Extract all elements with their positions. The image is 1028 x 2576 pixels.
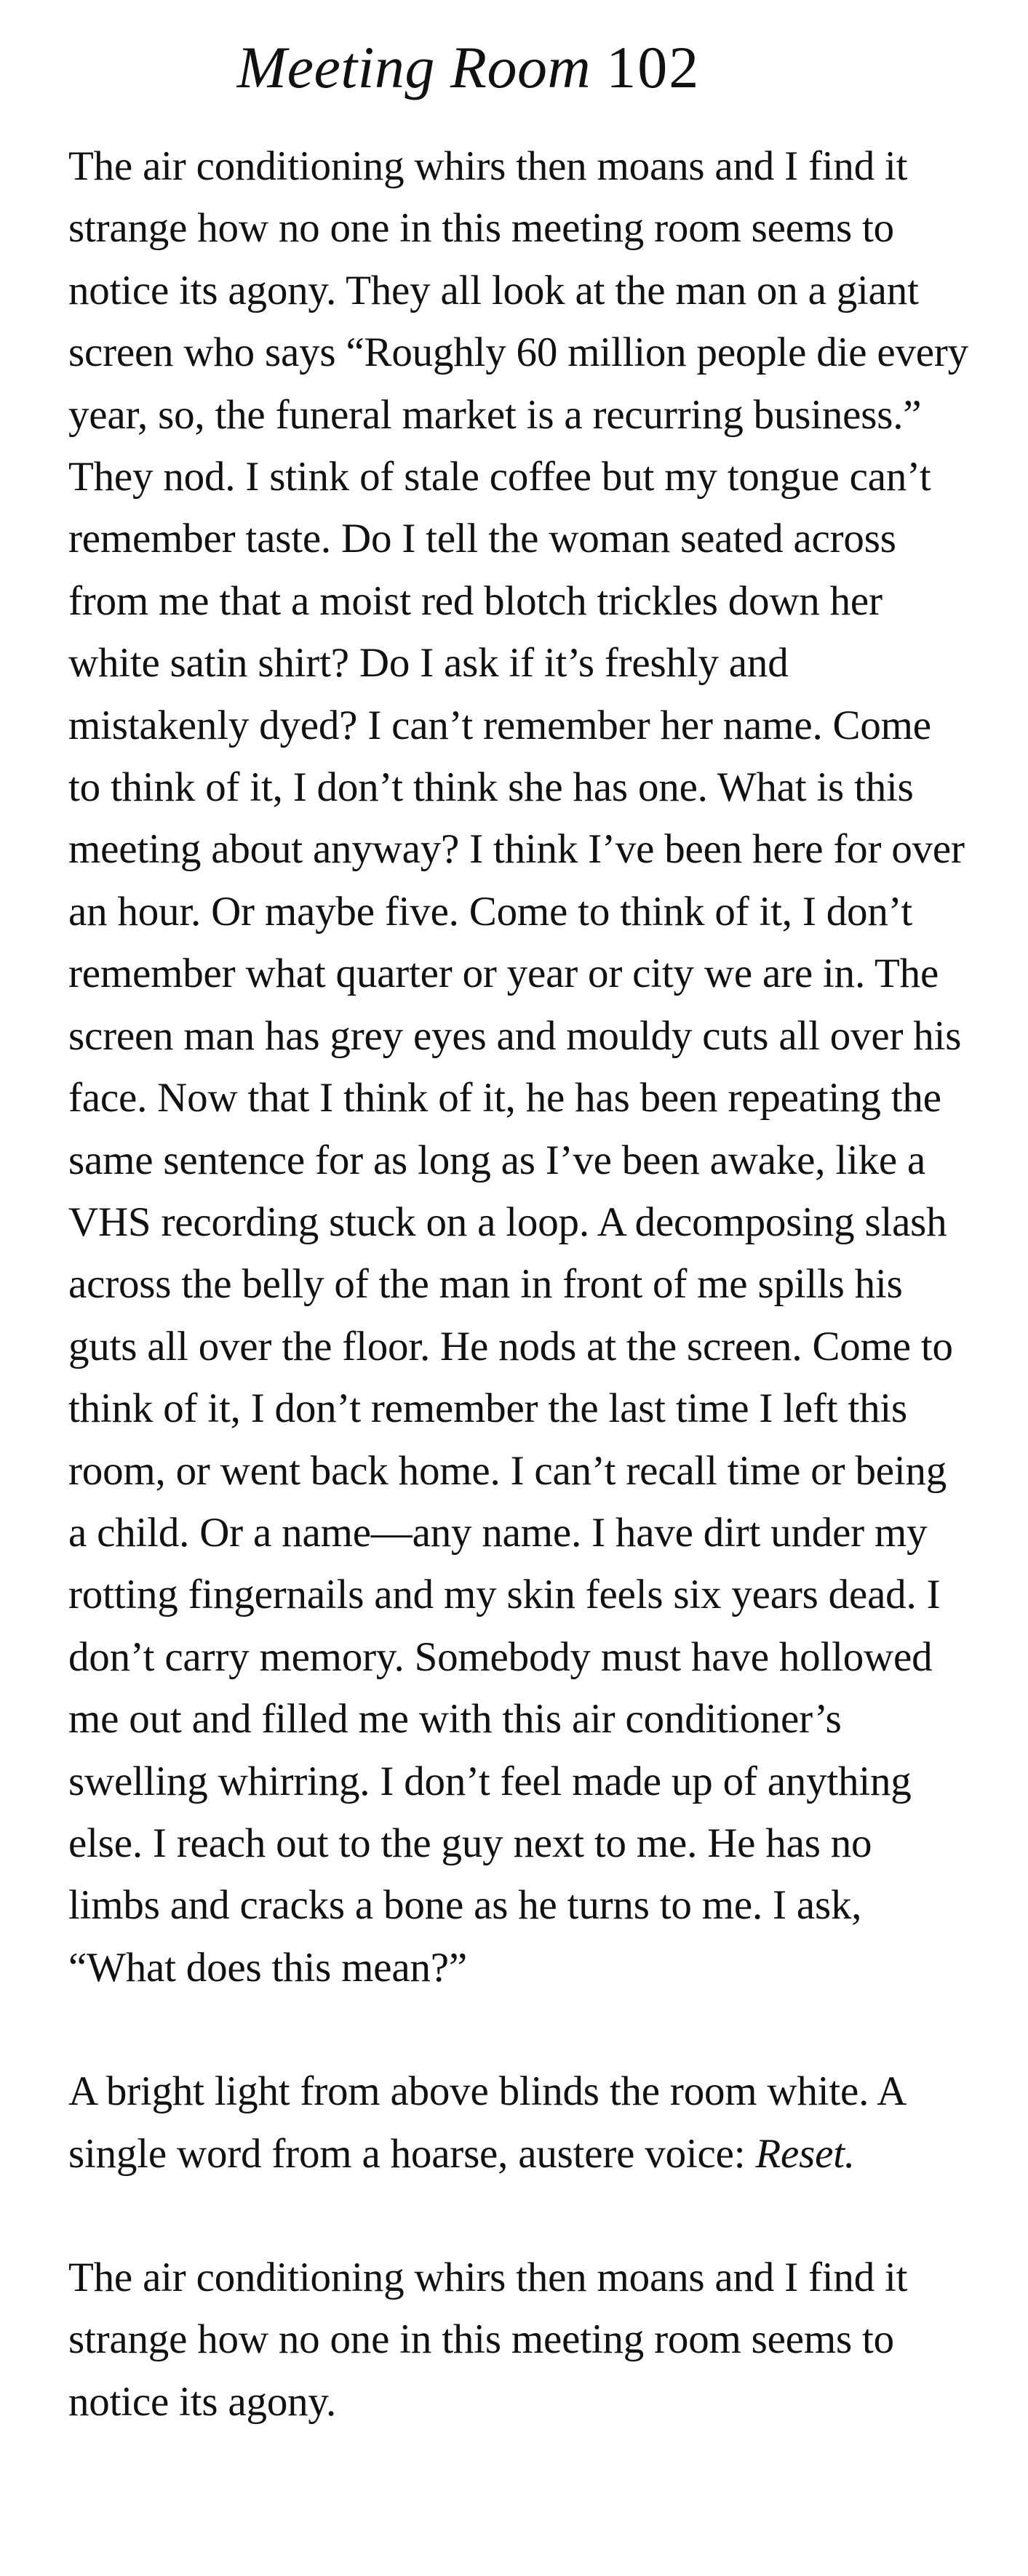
paragraph-3: The air conditioning whirs then moans and I find it strange how no one in this meeting room seems to notice its agony. [68,2255,908,2425]
title-italic: Meeting Room [236,34,591,100]
title-number: 102 [606,34,701,100]
paragraph-1: The air conditioning whirs then moans and I find it strange how no one in this meeting room seems to notice its agony. They all look at the man on a giant screen who says “Roughly 60 million people die every year, so, the funeral market is a recurring business.” They nod. I stink of stale coffee but my tongue can’t remember taste. Do I tell the woman seated across from me that a moist red blotch trickles down her white satin shirt? Do I ask if it’s freshly and mistakenly dyed? I can’t remember her name. Come to think of it, I don’t think she has one. What is this meeting about anyway? I think I’ve been here for over an hour. Or maybe five. Come to think of it, I don’t remember what quarter or year or city we are in. The screen man has grey eyes and mouldy cuts all over his face. Now that I think of it, he has been repeating the same sentence for as long as I’ve been awake, like a VHS recording stuck on a loop. A decomposing slash across the belly of the man in front of me spills his guts all over the floor. He nods at the screen. Come to think of it, I don’t remember the last time I left this room, or went back home. I can’t recall time or being a child. Or a name—any name. I have dirt under my rotting fingernails and my skin feels six years dead. I don’t carry memory. Somebody must have hollowed me out and filled me with this air conditioner’s swelling whirring. I don’t feel made up of anything else. I reach out to the guy next to me. He has no limbs and cracks a bone as he turns to me. I ask, “What does this mean?” [68,143,968,1991]
paragraph-2 [68,2060,971,2185]
paragraph-2-italic: Reset. [755,2130,855,2177]
document-page [68,0,971,2433]
paragraph-2-text: A bright light from above blinds the room white. A single word from a hoarse, austere voice: [68,2068,904,2177]
page-title [68,0,869,115]
